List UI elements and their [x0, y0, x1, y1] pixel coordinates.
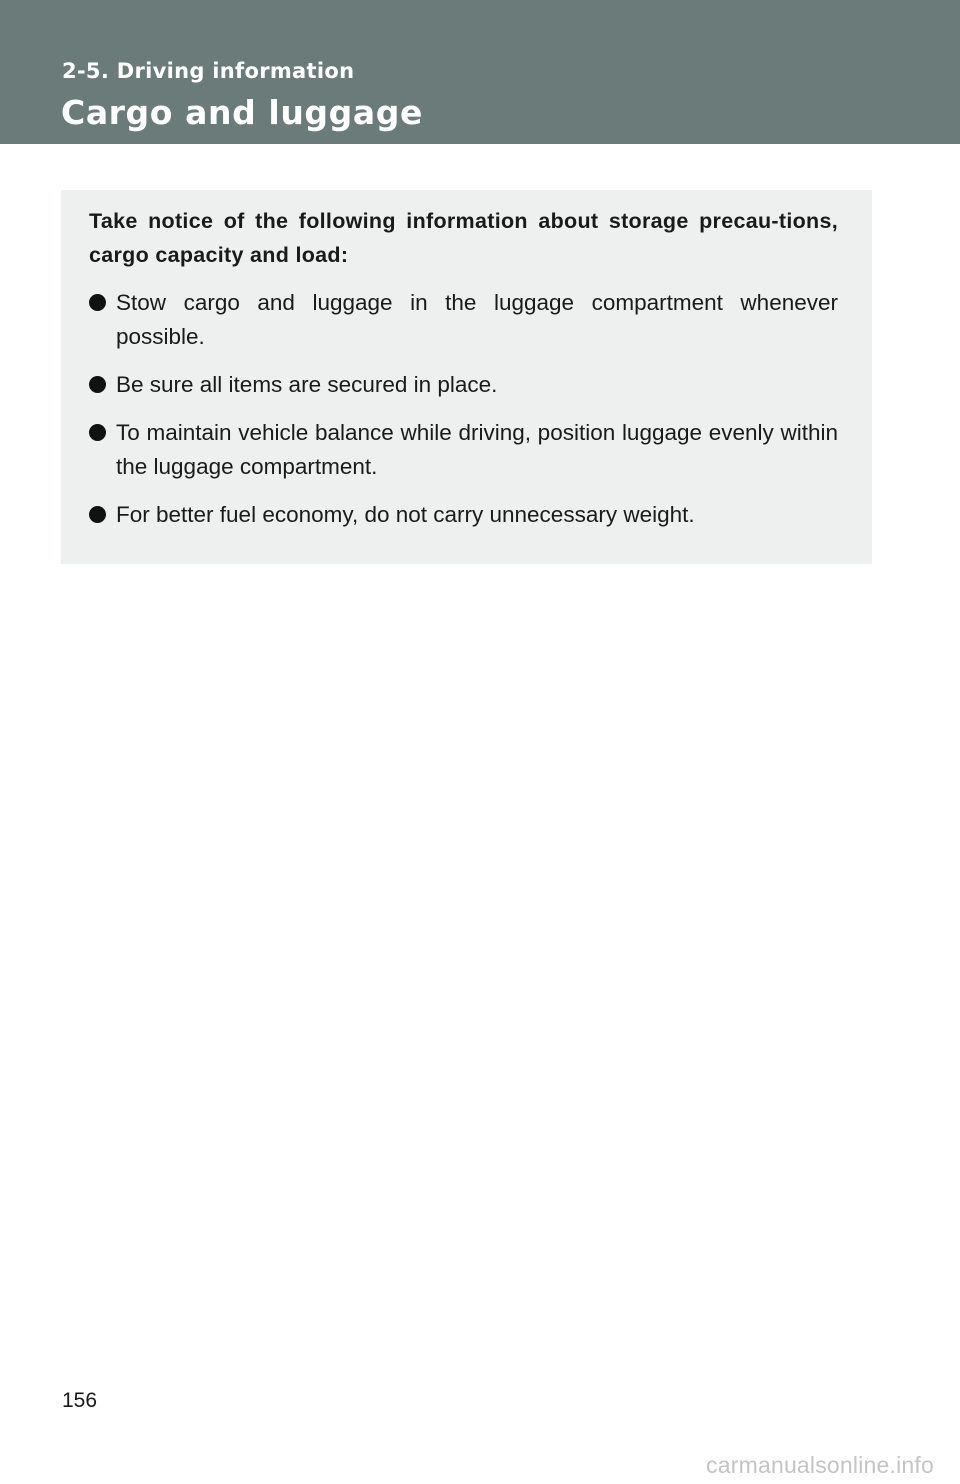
list-item — [89, 498, 838, 532]
watermark: carmanualsonline.info — [706, 1452, 934, 1478]
info-box — [61, 190, 872, 564]
list-item-text: Stow cargo and luggage in the luggage compartment whenever possible. — [116, 290, 838, 349]
page-header — [0, 0, 960, 144]
bullet-icon — [89, 506, 106, 523]
info-intro: Take notice of the following information about storage precau-tions, cargo capacity and load: — [89, 209, 838, 267]
section-label: 2-5. Driving information — [62, 59, 355, 83]
bullet-icon — [89, 376, 106, 393]
info-list — [89, 286, 838, 532]
page-title: Cargo and luggage — [61, 93, 423, 132]
list-item-text: Be sure all items are secured in place. — [116, 372, 498, 397]
page-number: 156 — [62, 1389, 98, 1412]
list-item-text: For better fuel economy, do not carry unnecessary weight. — [116, 502, 695, 527]
bullet-icon — [89, 294, 106, 311]
list-item — [89, 368, 838, 402]
list-item-text: To maintain vehicle balance while driving, position luggage evenly within the luggage compartment. — [116, 420, 838, 479]
list-item — [89, 416, 838, 484]
bullet-icon — [89, 424, 106, 441]
list-item — [89, 286, 838, 354]
